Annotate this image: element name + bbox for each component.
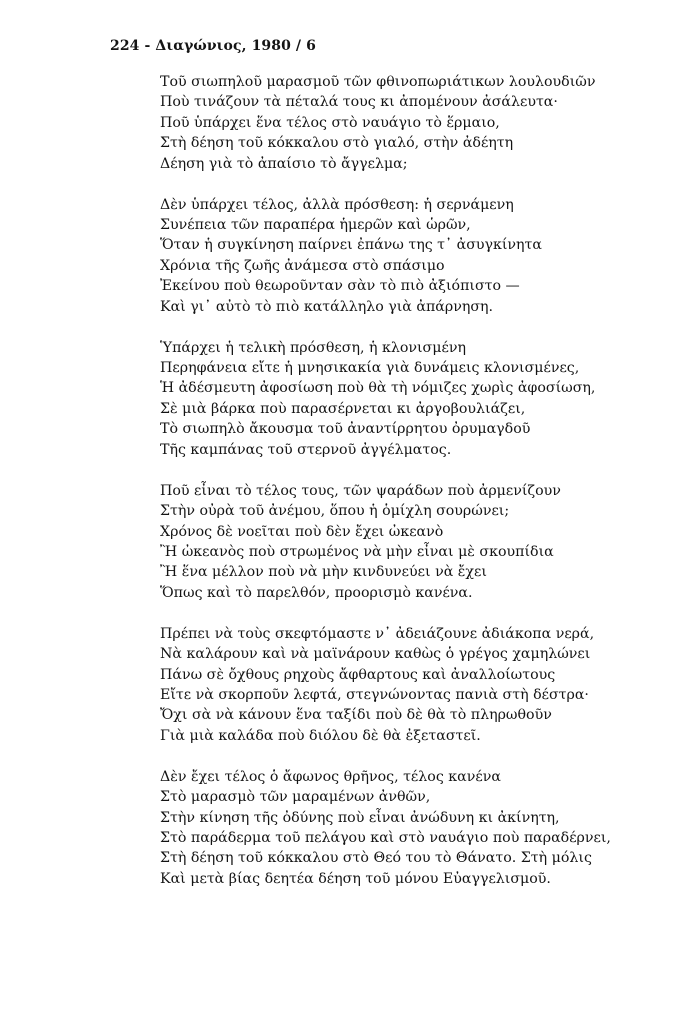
poem-line: Χρόνια τῆς ζωῆς ἀνάμεσα στὸ σπάσιμο: [160, 257, 445, 274]
poem-line: Δὲν ὑπάρχει τέλος, ἀλλὰ πρόσθεση: ἡ σερνάμενη: [160, 196, 514, 213]
poem-line: Τῆς καμπάνας τοῦ στερνοῦ ἀγγέλματος.: [160, 441, 452, 458]
poem-line: Τοῦ σιωπηλοῦ μαρασμοῦ τῶν φθινοπωριάτικων λουλουδιῶν: [160, 74, 596, 90]
poem-line: Ἢ ἕνα μέλλον ποὺ νὰ μὴν κινδυνεύει νὰ ἔχει: [160, 564, 487, 581]
poem-body: [160, 72, 680, 910]
poem-line: Ἡ ἀδέσμευτη ἀφοσίωση ποὺ θὰ τὴ νόμιζες χωρὶς ἀφοσίωση,: [160, 380, 596, 397]
poem-line: Ποὺ τινάζουν τὰ πέταλά τους κι ἀπομένουν ἀσάλευτα·: [160, 94, 558, 111]
poem-line: Σὲ μιὰ βάρκα ποὺ παρασέρνεται κι ἀργοβουλιάζει,: [160, 400, 526, 417]
poem-line: Στὴ δέηση τοῦ κόκκαλου στὸ γιαλό, στὴν ἀδέητη: [160, 135, 514, 152]
poem-line: Ἐκείνου ποὺ θεωροῦνταν σὰν τὸ πιὸ ἀξιόπιστο —: [160, 278, 520, 295]
poem-line: Καὶ γι᾽ αὐτὸ τὸ πιὸ κατάλληλο γιὰ ἀπάρνηση.: [160, 298, 494, 315]
poem-line: Ἢ ὠκεανὸς ποὺ στρωμένος νὰ μὴν εἶναι μὲ σκουπίδια: [160, 543, 554, 560]
poem-line: Νὰ καλάρουν καὶ νὰ μαϊνάρουν καθὼς ὁ γρέγος χαμηλώνει: [160, 646, 591, 663]
poem-line: Ποῦ εἶναι τὸ τέλος τους, τῶν ψαράδων ποὺ ἀρμενίζουν: [160, 482, 561, 499]
poem-line: Πρέπει νὰ τοὺς σκεφτόμαστε ν᾽ ἀδειάζουνε ἀδιάκοπα νερά,: [160, 625, 595, 642]
stanza-6: [160, 767, 680, 889]
poem-line: Στὸ παράδερμα τοῦ πελάγου καὶ στὸ ναυάγιο ποὺ παραδέρνει,: [160, 829, 611, 846]
poem-line: Πάνω σὲ ὄχθους ρηχοὺς ἄφθαρτους καὶ ἀναλλοίωτους: [160, 666, 556, 683]
poem-line: Δέηση γιὰ τὸ ἀπαίσιο τὸ ἄγγελμα;: [160, 155, 408, 172]
poem-line: Ποῦ ὑπάρχει ἕνα τέλος στὸ ναυάγιο τὸ ἕρμαιο,: [160, 114, 500, 131]
poem-line: Περηφάνεια εἴτε ἡ μνησικακία γιὰ δυνάμεις κλονισμένες,: [160, 360, 580, 377]
stanza-1: [160, 72, 680, 174]
poem-line: Συνέπεια τῶν παραπέρα ἡμερῶν καὶ ὡρῶν,: [160, 217, 471, 234]
stanza-5: [160, 624, 680, 746]
poem-line: Τὸ σιωπηλὸ ἄκουσμα τοῦ ἀναντίρρητου ὀρυμαγδοῦ: [160, 421, 531, 438]
poem-line: Στὴ δέηση τοῦ κόκκαλου στὸ Θεό του τὸ Θάνατο. Στὴ μόλις: [160, 850, 592, 867]
stanza-3: [160, 338, 680, 460]
poem-line: Στὴν οὐρὰ τοῦ ἀνέμου, ὅπου ἡ ὁμίχλη σουρώνει;: [160, 503, 510, 520]
poem-line: Χρόνος δὲ νοεῖται ποὺ δὲν ἔχει ὠκεανὸ: [160, 523, 444, 540]
poem-line: Γιὰ μιὰ καλάδα ποὺ διόλου δὲ θὰ ἐξεταστεῖ.: [160, 727, 481, 744]
stanza-4: [160, 481, 680, 603]
poem-line: Ὑπάρχει ἡ τελικὴ πρόσθεση, ἡ κλονισμένη: [160, 339, 466, 356]
poem-line: Στὸ μαρασμὸ τῶν μαραμένων ἀνθῶν,: [160, 789, 431, 806]
poem-line: Ὅπως καὶ τὸ παρελθόν, προορισμὸ κανένα.: [160, 584, 473, 601]
stanza-2: [160, 195, 680, 317]
poem-line: Στὴν κίνηση τῆς ὀδύνης ποὺ εἶναι ἀνώδυνη κι ἀκίνητη,: [160, 809, 560, 826]
poem-line: Καὶ μετὰ βίας δεητέα δέηση τοῦ μόνου Εὐαγγελισμοῦ.: [160, 870, 551, 887]
poem-line: Δὲν ἔχει τέλος ὁ ἄφωνος θρῆνος, τέλος κανένα: [160, 768, 501, 785]
poem-line: Ὅταν ἡ συγκίνηση παίρνει ἐπάνω της τ᾽ ἀσυγκίνητα: [160, 237, 542, 254]
poem-line: Ὄχι σὰ νὰ κάνουν ἕνα ταξίδι ποὺ δὲ θὰ τὸ πληρωθοῦν: [160, 707, 552, 724]
running-header: 224 - Διαγώνιος, 1980 / 6: [110, 38, 316, 54]
poem-line: Εἴτε νὰ σκορποῦν λεφτά, στεγνώνοντας πανιὰ στὴ δέστρα·: [160, 686, 589, 703]
